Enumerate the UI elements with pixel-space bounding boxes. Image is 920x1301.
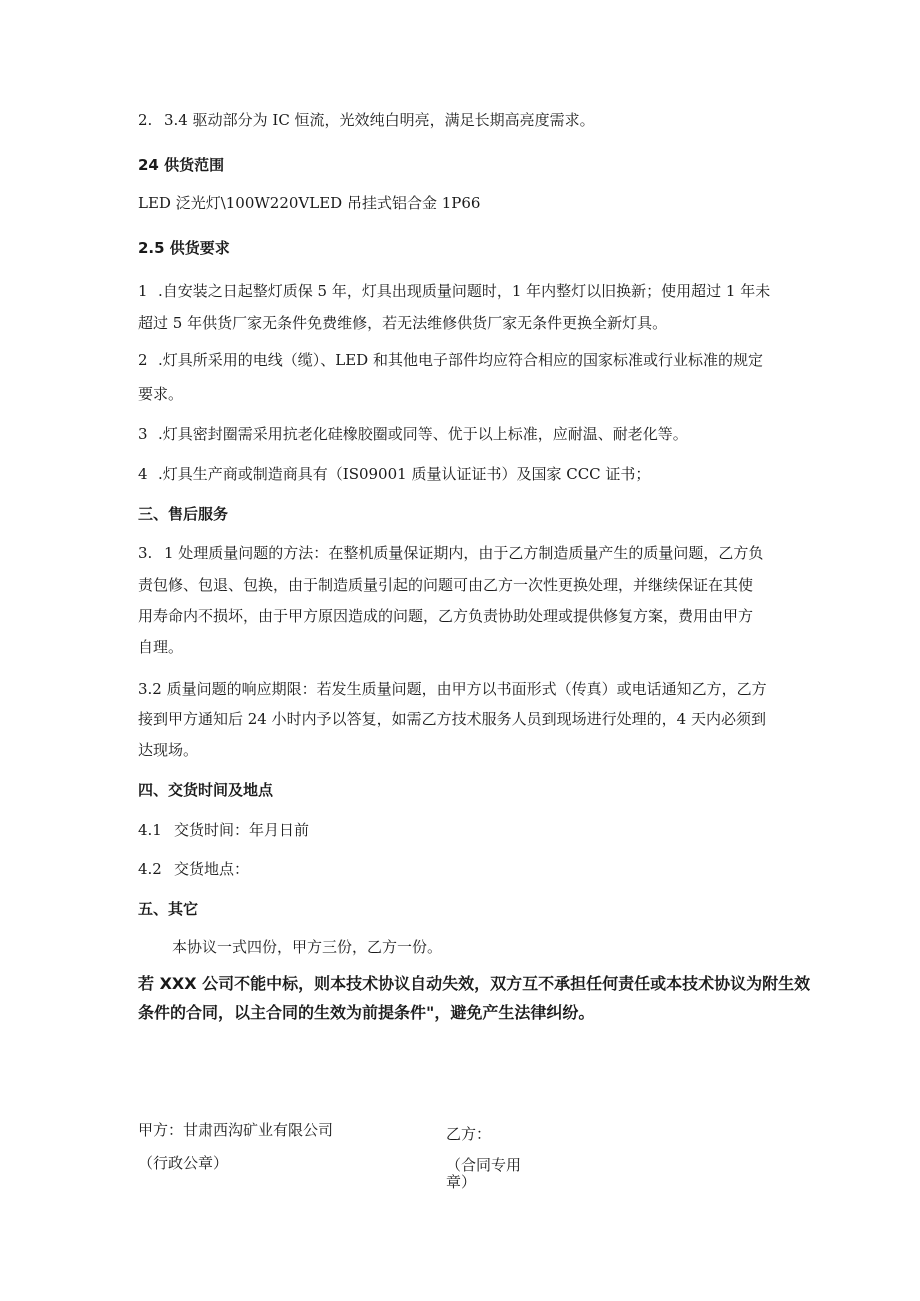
- heading-delivery: 四、交货时间及地点: [138, 781, 274, 799]
- heading-after-sales: 三、售后服务: [138, 505, 229, 523]
- item-number: 4.2: [138, 860, 162, 878]
- party-b-seal: （合同专用: [446, 1156, 522, 1174]
- spec-item-3-4: [138, 110, 788, 130]
- service-1-cont-1: 责包修、包退、包换，由于制造质量引起的问题可由乙方一次性更换处理，并继续保证在其使: [138, 576, 754, 594]
- requirement-1: [138, 281, 788, 301]
- item-text: 3.4 驱动部分为 IC 恒流，光效纯白明亮，满足长期高亮度需求。: [164, 111, 595, 129]
- item-text: .灯具所采用的电线（缆）、LED 和其他电子部件均应符合相应的国家标准或行业标准的规定: [158, 351, 763, 369]
- delivery-time: [138, 820, 788, 840]
- item-number: 4: [138, 465, 148, 483]
- service-2-cont-1: 接到甲方通知后 24 小时内予以答复，如需乙方技术服务人员到现场进行处理的，4 天内必须到: [138, 710, 766, 728]
- service-1-cont-2: 用寿命内不损坏，由于甲方原因造成的问题，乙方负责协助处理或提供修复方案，费用由甲方: [138, 607, 754, 625]
- requirement-3: [138, 424, 788, 444]
- item-text: .灯具生产商或制造商具有（IS09001 质量认证证书）及国家 CCC 证书；: [158, 465, 651, 483]
- party-b-name: 乙方：: [446, 1125, 492, 1143]
- item-number: 2.: [138, 111, 153, 129]
- item-number: 1: [138, 282, 148, 300]
- copies-statement: 本协议一式四份，甲方三份，乙方一份。: [172, 938, 443, 956]
- service-1: [138, 543, 788, 563]
- service-2: 3.2 质量问题的响应期限：若发生质量问题，由甲方以书面形式（传真）或电话通知乙方，乙方: [138, 680, 767, 698]
- item-number: 2: [138, 351, 148, 369]
- requirement-4: [138, 464, 788, 484]
- heading-other: 五、其它: [138, 900, 199, 918]
- heading-supply-scope: 24 供货范围: [138, 156, 225, 174]
- item-text: .自安装之日起整灯质保 5 年，灯具出现质量问题时，1 年内整灯以旧换新；使用超过 1 年未: [158, 282, 771, 300]
- item-text: 交货时间：年月日前: [174, 821, 310, 839]
- party-a-name: 甲方：甘肃西沟矿业有限公司: [138, 1121, 334, 1139]
- party-b-seal-cont: 章）: [446, 1173, 477, 1191]
- item-text: 交货地点：: [174, 860, 250, 878]
- heading-supply-requirements: 2.5 供货要求: [138, 239, 230, 257]
- item-number: 3.: [138, 544, 153, 562]
- party-a-seal: （行政公章）: [138, 1154, 229, 1172]
- item-number: 3: [138, 425, 148, 443]
- requirement-2-cont: 要求。: [138, 385, 184, 403]
- supply-item: LED 泛光灯\100W220VLED 吊挂式铝合金 1P66: [138, 194, 481, 212]
- service-2-cont-2: 达现场。: [138, 741, 199, 759]
- validity-clause: 若 XXX 公司不能中标，则本技术协议自动失效，双方互不承担任何责任或本技术协议为附生效: [138, 974, 811, 993]
- requirement-2: [138, 350, 788, 370]
- delivery-place: [138, 859, 788, 879]
- validity-clause-cont: 条件的合同，以主合同的生效为前提条件"，避免产生法律纠纷。: [138, 1003, 595, 1022]
- service-1-cont-3: 自理。: [138, 638, 184, 656]
- item-number: 4.1: [138, 821, 162, 839]
- requirement-1-cont: 超过 5 年供货厂家无条件免费维修，若无法维修供货厂家无条件更换全新灯具。: [138, 314, 668, 332]
- item-text: .灯具密封圈需采用抗老化硅橡胶圈或同等、优于以上标准，应耐温、耐老化等。: [158, 425, 688, 443]
- item-text: 1 处理质量问题的方法：在整机质量保证期内，由于乙方制造质量产生的质量问题，乙方负: [164, 544, 764, 562]
